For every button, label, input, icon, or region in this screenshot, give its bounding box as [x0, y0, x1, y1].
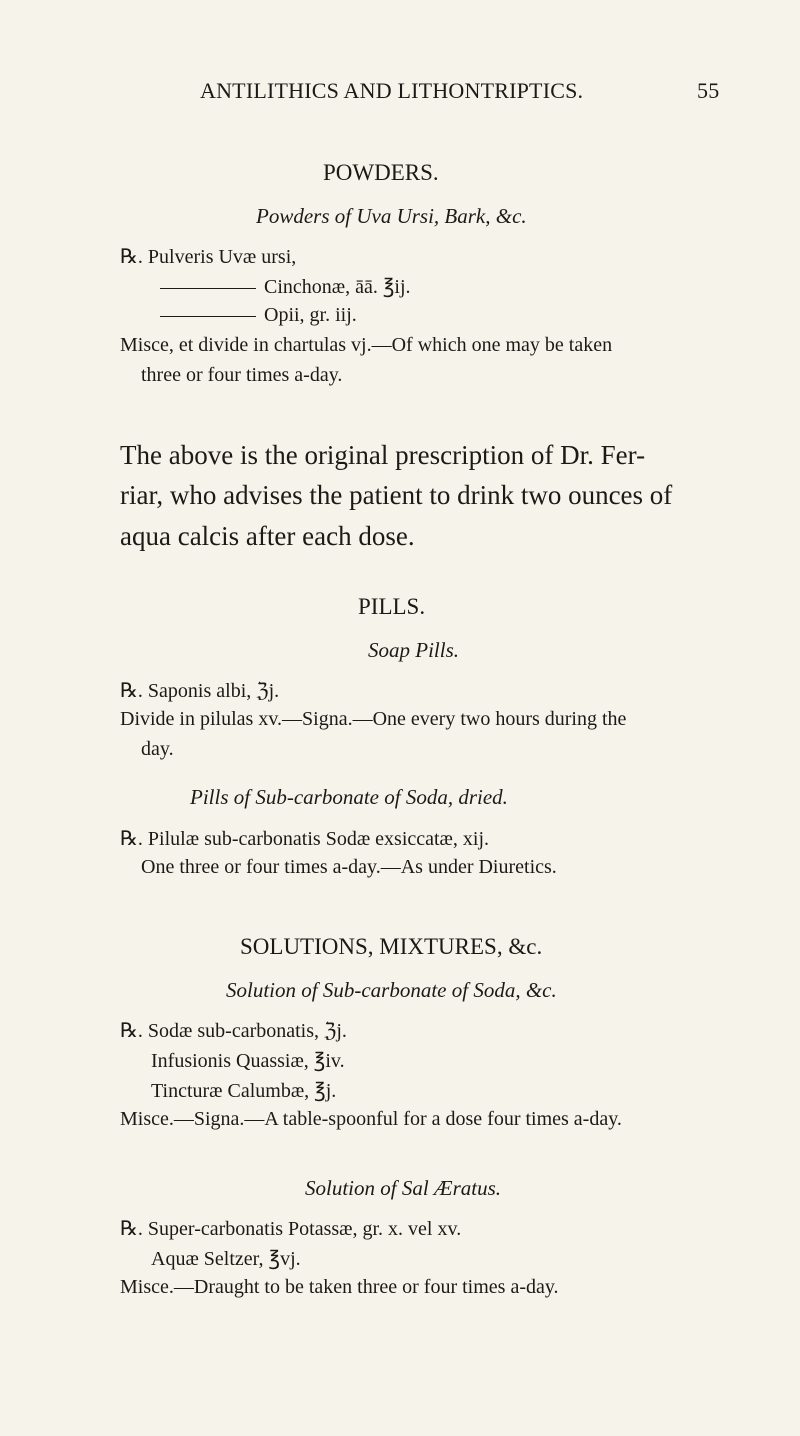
- powders-heading: POWDERS.: [323, 160, 439, 185]
- soda-solution-subheading: Solution of Sub-carbonate of Soda, &c.: [226, 978, 557, 1002]
- aeratus-line-1: ℞. Super-carbonatis Potassæ, gr. x. vel xv.: [120, 1218, 462, 1240]
- note-line-2: riar, who advises the patient to drink two ounces of: [120, 480, 673, 510]
- powders-line-4: Misce, et divide in chartulas vj.—Of which one may be taken: [120, 334, 613, 356]
- powders-line-1: ℞. Pulveris Uvæ ursi,: [120, 246, 297, 268]
- soda-solution-line-3: Tincturæ Calumbæ, ℥j.: [151, 1080, 337, 1102]
- soda-solution-line-4: Misce.—Signa.—A table-spoonful for a dose four times a-day.: [120, 1108, 622, 1130]
- aeratus-subheading: Solution of Sal Æratus.: [305, 1176, 502, 1200]
- soda-pills-line-2: One three or four times a-day.—As under Diuretics.: [141, 856, 557, 878]
- powders-line-2: Cinchonæ, āā. ℥ij.: [160, 274, 411, 299]
- page-number: 55: [697, 78, 720, 103]
- soda-pills-line-1: ℞. Pilulæ sub-carbonatis Sodæ exsiccatæ, xij.: [120, 828, 490, 850]
- note-line-1: The above is the original prescription of Dr. Fer-: [120, 440, 646, 470]
- pills-heading: PILLS.: [358, 594, 426, 619]
- soap-line-2: Divide in pilulas xv.—Signa.—One every two hours during the: [120, 708, 627, 730]
- powders-subheading: Powders of Uva Ursi, Bark, &c.: [256, 204, 527, 228]
- running-title: ANTILITHICS AND LITHONTRIPTICS.: [200, 78, 584, 103]
- ditto-rule: [160, 288, 256, 289]
- soda-solution-line-2: Infusionis Quassiæ, ℥iv.: [151, 1050, 345, 1072]
- soap-pills-subheading: Soap Pills.: [368, 638, 460, 662]
- aeratus-line-2: Aquæ Seltzer, ℥vj.: [151, 1248, 301, 1270]
- powders-line-5: three or four times a-day.: [141, 364, 343, 386]
- soda-pills-subheading: Pills of Sub-carbonate of Soda, dried.: [190, 785, 508, 809]
- ditto-rule: [160, 316, 256, 317]
- powders-line-3: Opii, gr. iij.: [160, 304, 357, 327]
- note-line-3: aqua calcis after each dose.: [120, 521, 415, 551]
- soap-line-1: ℞. Saponis albi, ℨj.: [120, 680, 280, 702]
- soap-line-3: day.: [141, 738, 174, 760]
- solutions-heading: SOLUTIONS, MIXTURES, &c.: [240, 934, 543, 959]
- aeratus-line-3: Misce.—Draught to be taken three or four times a-day.: [120, 1276, 559, 1298]
- soda-solution-line-1: ℞. Sodæ sub-carbonatis, ℨj.: [120, 1020, 347, 1042]
